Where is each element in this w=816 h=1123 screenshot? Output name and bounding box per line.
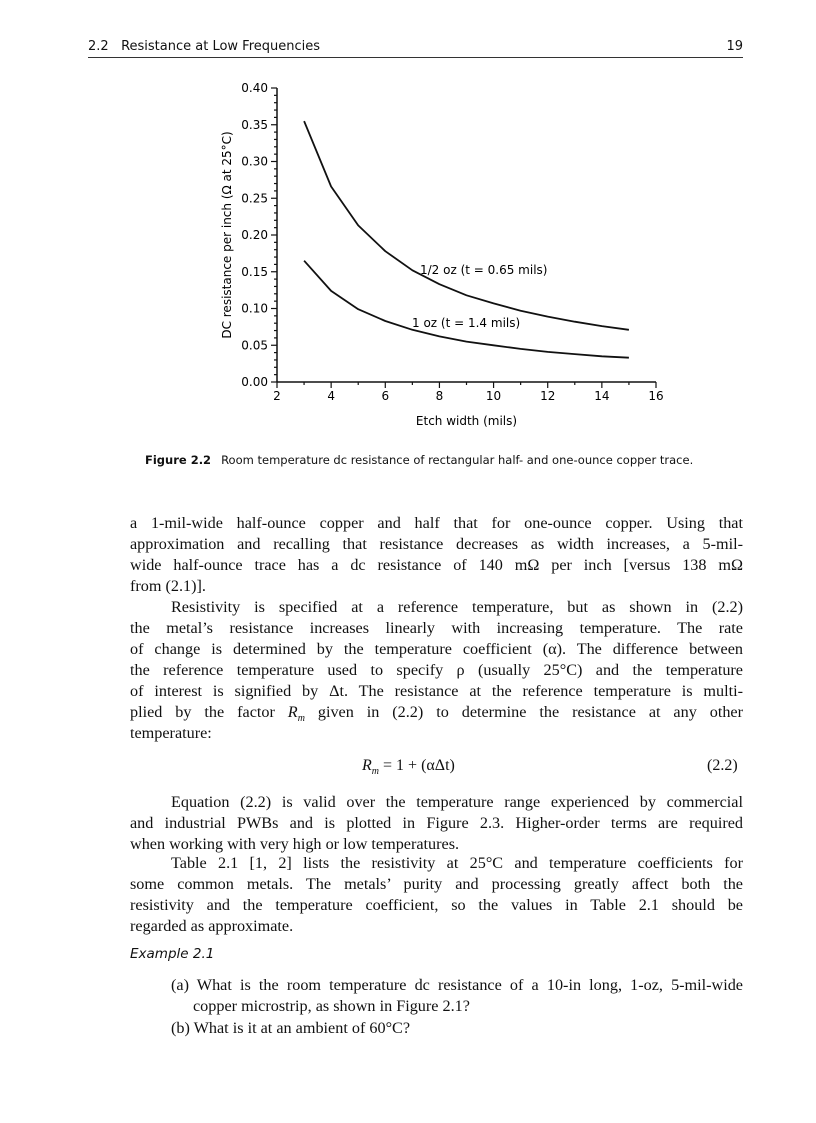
text-line: of change is determined by the temperature coefficient (α). The difference between [130, 640, 743, 658]
resistance-chart [0, 0, 816, 440]
text-line: the reference temperature used to specify ρ (usually 25°C) and the temperature [130, 661, 743, 679]
y-axis-label: DC resistance per inch (Ω at 25°C) [220, 131, 234, 339]
y-tick-label: 0.35 [241, 117, 268, 132]
page-number: 19 [726, 39, 743, 54]
symbol-sub: m [371, 766, 380, 778]
equation-rhs: = 1 + (αΔt) [379, 757, 455, 774]
y-tick-label: 0.25 [241, 191, 268, 206]
equation [362, 757, 455, 777]
x-tick-label: 2 [273, 389, 281, 403]
text-line: Table 2.1 [1, 2] lists the resistivity at 25°C and temperature coefficients for [171, 854, 743, 872]
x-tick-label: 12 [540, 389, 556, 403]
text: plied by the factor [130, 703, 288, 721]
x-tick-label: 4 [327, 389, 335, 403]
symbol-sub: m [297, 713, 305, 725]
symbol-r: R [287, 703, 298, 721]
text-line: resistivity and the temperature coefficient, so the values in Table 2.1 should be [130, 896, 743, 914]
y-tick-label: 0.05 [241, 338, 268, 353]
symbol-r: R [362, 757, 372, 774]
text-line: and industrial PWBs and is plotted in Figure 2.3. Higher-order terms are required [130, 814, 743, 832]
text-line: a 1-mil-wide half-ounce copper and half that for one-ounce copper. Using that [130, 514, 743, 532]
figure-label: Figure 2.2 [145, 453, 212, 467]
text-line: (a) What is the room temperature dc resistance of a 10-in long, 1-oz, 5-mil-wide [171, 976, 743, 994]
text-line: of interest is signified by Δt. The resistance at the reference temperature is multi- [130, 682, 743, 700]
series-label-1: 1/2 oz (t = 0.65 mils) [420, 263, 548, 277]
x-tick-label: 6 [381, 389, 390, 403]
text-line: the metal’s resistance increases linearly with increasing temperature. The rate [130, 619, 743, 637]
text-line: some common metals. The metals’ purity and processing greatly affect both the [130, 875, 743, 893]
x-axis-label: Etch width (mils) [415, 414, 518, 428]
section-title: 2.2 Resistance at Low Frequencies [88, 39, 321, 54]
caption-text: Room temperature dc resistance of rectangular half- and one-ounce copper trace. [221, 453, 694, 467]
series-line-1 [304, 121, 629, 330]
x-tick-label: 8 [435, 389, 444, 403]
equation-number: (2.2) [707, 757, 738, 774]
y-tick-label: 0.40 [241, 81, 268, 95]
y-tick-label: 0.15 [241, 264, 268, 279]
x-tick-label: 16 [648, 389, 664, 403]
text-line: copper microstrip, as shown in Figure 2.1? [193, 997, 470, 1015]
text-line: approximation and recalling that resistance decreases as width increases, a 5-mil- [130, 535, 743, 553]
y-tick-label: 0.10 [241, 301, 268, 316]
text-line: from (2.1)]. [130, 577, 206, 595]
text-line: (b) What is it at an ambient of 60°C? [171, 1019, 411, 1037]
text-line: temperature: [130, 724, 212, 742]
text: given in (2.2) to determine the resistance at any other [304, 703, 743, 721]
x-tick-label: 14 [594, 389, 610, 403]
text-line: when working with very high or low temperatures. [130, 835, 460, 853]
text-line: regarded as approximate. [130, 917, 294, 935]
text-line: wide half-ounce trace has a dc resistance of 140 mΩ per inch [versus 138 mΩ [130, 556, 743, 574]
figure-caption [145, 453, 693, 467]
example-title: Example 2.1 [130, 946, 215, 962]
y-tick-label: 0.00 [241, 375, 268, 389]
series-label-2: 1 oz (t = 1.4 mils) [412, 316, 521, 330]
x-tick-label: 10 [485, 389, 502, 403]
text-line: Resistivity is specified at a reference temperature, but as shown in (2.2) [171, 598, 743, 616]
y-tick-label: 0.20 [241, 228, 268, 242]
text-line: Equation (2.2) is valid over the temperature range experienced by commercial [171, 793, 743, 811]
y-tick-label: 0.30 [241, 154, 268, 169]
